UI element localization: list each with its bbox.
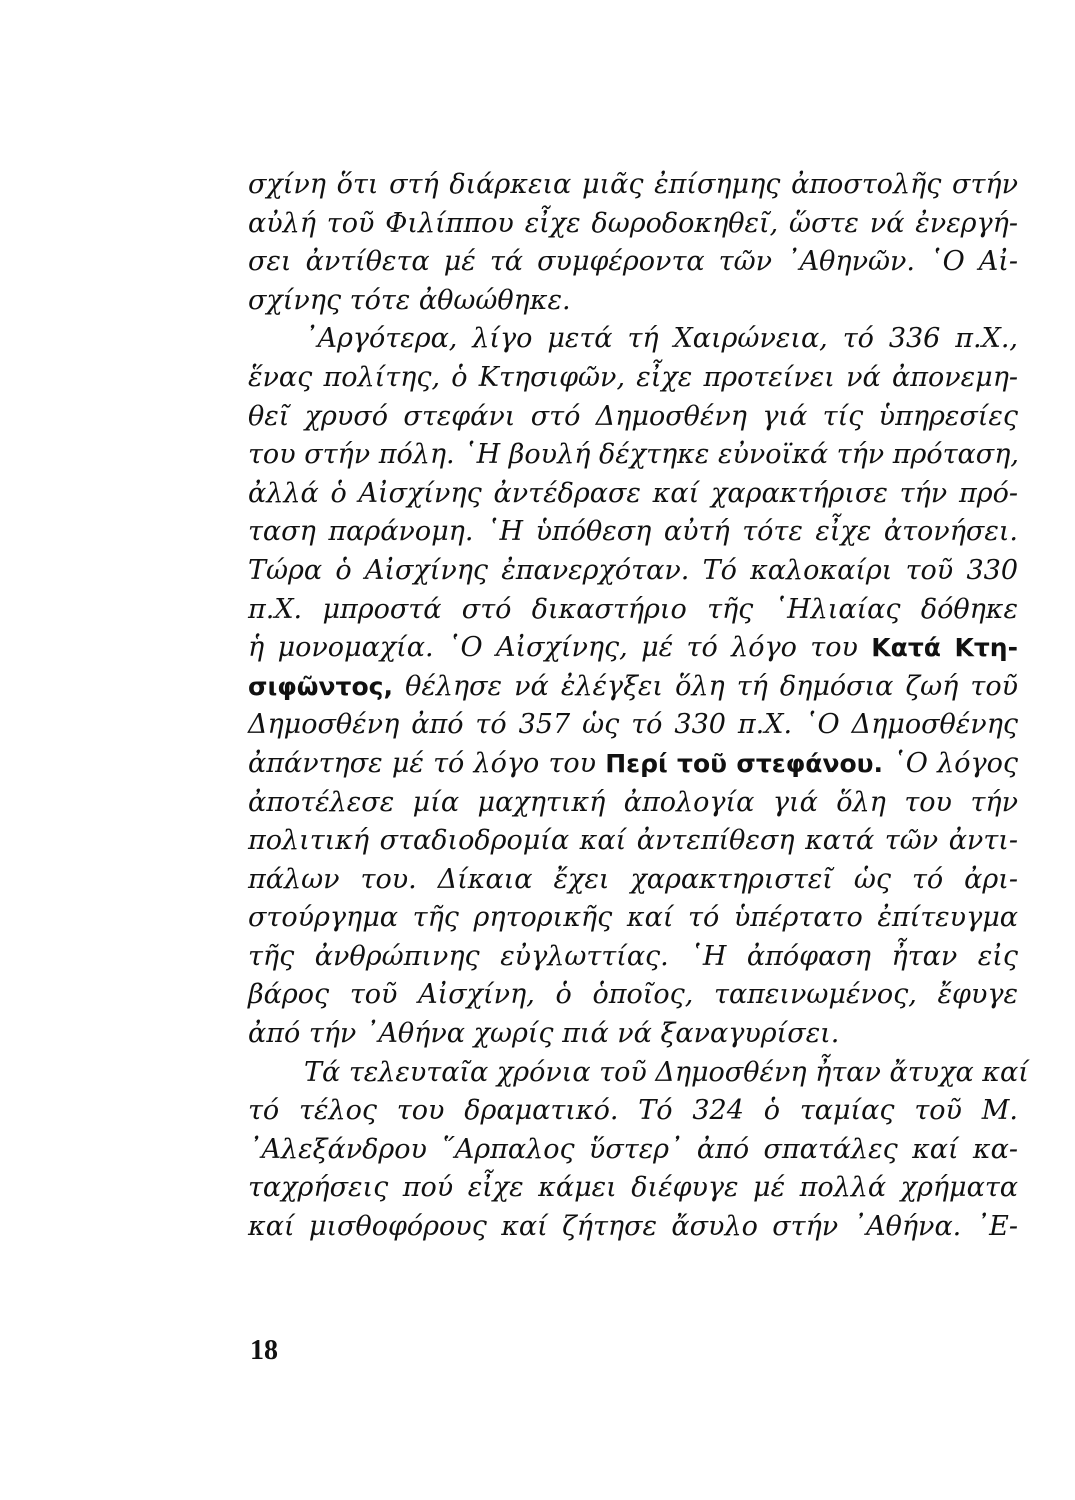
text-line: σχίνης τότε ἀθωώθηκε.: [248, 284, 571, 316]
page-number: 18: [250, 1335, 278, 1366]
text-line: ᾿Αργότερα, λίγο μετά τή Χαιρώνεια, τό 336 π.Χ.,: [304, 323, 1018, 355]
text-segment: ἀπάντησε μέ τό λόγο του: [248, 747, 597, 779]
text-line: [248, 629, 1018, 668]
text-line: ἀποτέλεσε μία μαχητική ἀπολογία γιά ὅλη του τήν: [248, 786, 1018, 818]
text-line: Δημοσθένη ἀπό τό 357 ὡς τό 330 π.Χ. ῾Ο Δημοσθένης: [248, 709, 1018, 741]
text-line: τῆς ἀνθρώπινης εὐγλωττίας. ῾Η ἀπόφαση ἦταν εἰς: [248, 940, 1018, 972]
text-line: ταχρήσεις πού εἶχε κάμει διέφυγε μέ πολλά χρήματα: [248, 1172, 1018, 1204]
speech-title-kata-ktesiphontos: Κατά Κτη-: [871, 633, 1018, 663]
text-line: σχίνη ὅτι στή διάρκεια μιᾶς ἐπίσημης ἀποστολῆς στήν: [248, 169, 1018, 200]
body-text: [248, 166, 1029, 1247]
text-line: βάρος τοῦ Αἰσχίνη, ὁ ὁποῖος, ταπεινωμένος, ἔφυγε: [248, 979, 1018, 1011]
text-line: π.Χ. μπροστά στό δικαστήριο τῆς ῾Ηλιαίας δόθηκε: [248, 593, 1018, 625]
text-line: ἀλλά ὁ Αἰσχίνης ἀντέδρασε καί χαρακτήρισε τήν πρό-: [248, 477, 1018, 509]
text-line: Τά τελευταῖα χρόνια τοῦ Δημοσθένη ἦταν ἄτυχα καί: [304, 1056, 1029, 1088]
text-segment: ῾Ο λόγος: [892, 747, 1018, 779]
text-line: ἕνας πολίτης, ὁ Κτησιφῶν, εἶχε προτείνει νά ἀπονεμη-: [248, 361, 1018, 393]
text-line: στούργημα τῆς ρητορικῆς καί τό ὑπέρτατο ἐπίτευγμα: [248, 902, 1018, 934]
text-line: ταση παράνομη. ῾Η ὑπόθεση αὐτή τότε εἶχε ἀτονήσει.: [248, 516, 1018, 548]
text-line: θεῖ χρυσό στεφάνι στό Δημοσθένη γιά τίς ὑπηρεσίες: [248, 400, 1018, 432]
text-line: ἀπό τήν ᾿Αθήνα χωρίς πιά νά ξαναγυρίσει.: [248, 1018, 840, 1050]
text-line: καί μισθοφόρους καί ζήτησε ἄσυλο στήν ᾿Αθήνα. ᾿Ε-: [248, 1211, 1018, 1243]
text-line: ᾿Αλεξάνδρου ῞Αρπαλος ὕστερ᾿ ἀπό σπατάλες καί κα-: [248, 1133, 1018, 1165]
text-segment: θέλησε νά ἐλέγξει ὅλη τή δημόσια ζωή τοῦ: [405, 670, 1018, 702]
text-line: πάλων του. Δίκαια ἔχει χαρακτηριστεῖ ὡς τό ἀρι-: [248, 863, 1018, 895]
speech-title-peri-tou-stefanou: Περί τοῦ στεφάνου.: [605, 748, 884, 778]
text-line: πολιτική σταδιοδρομία καί ἀντεπίθεση κατά τῶν ἀντι-: [248, 825, 1018, 857]
text-line: Τώρα ὁ Αἰσχίνης ἐπανερχόταν. Τό καλοκαίρι τοῦ 330: [248, 554, 1018, 586]
text-line: αὐλή τοῦ Φιλίππου εἶχε δωροδοκηθεῖ, ὥστε νά ἐνεργή-: [248, 207, 1018, 239]
text-line: τό τέλος του δραματικό. Τό 324 ὁ ταμίας τοῦ Μ.: [248, 1095, 1018, 1127]
text-line: [248, 668, 1018, 707]
text-line: σει ἀντίθετα μέ τά συμφέροντα τῶν ᾿Αθηνῶν. ῾Ο Αἰ-: [248, 246, 1018, 278]
text-line: [248, 745, 1018, 784]
text-segment: ἡ μονομαχία. ῾Ο Αἰσχίνης, μέ τό λόγο του: [248, 632, 858, 664]
text-line: του στήν πόλη. ῾Η βουλή δέχτηκε εὐνοϊκά τήν πρόταση,: [248, 439, 1019, 471]
speech-title-continuation: σιφῶντος,: [248, 671, 393, 701]
